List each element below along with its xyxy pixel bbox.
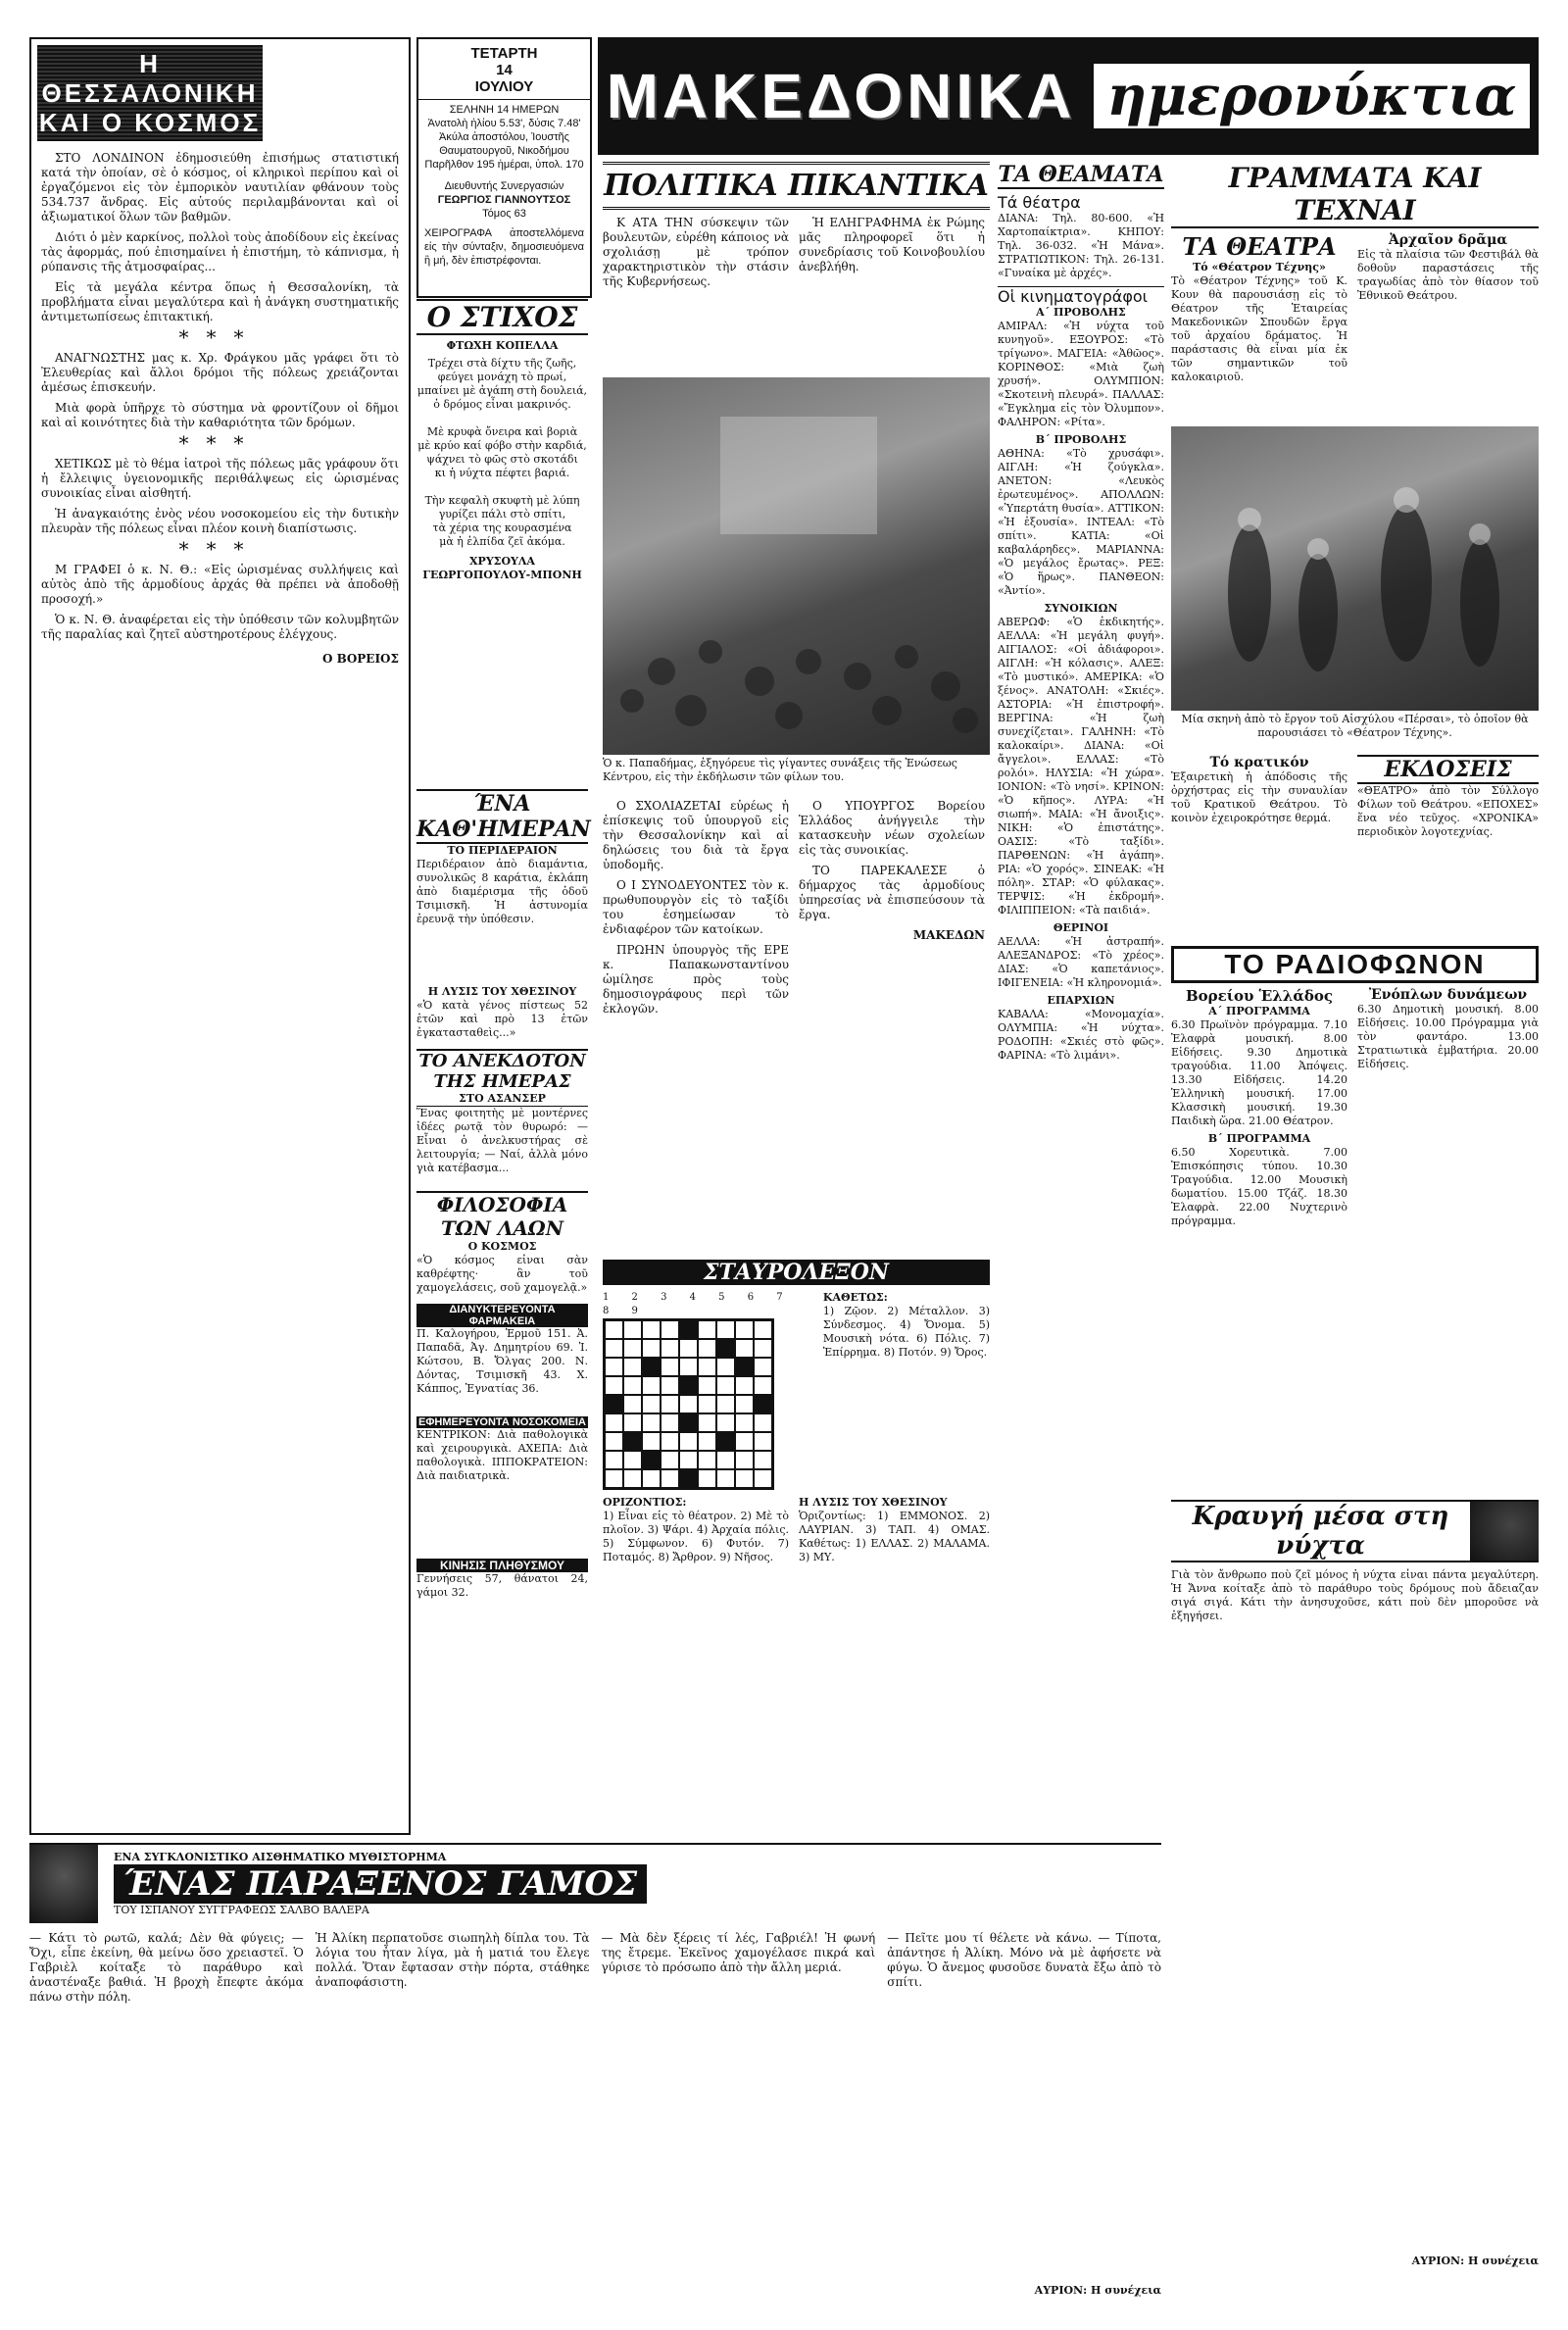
crossword-cell[interactable] <box>642 1376 661 1395</box>
days-left: Παρῆλθον 195 ἡμέραι, ὑπολ. 170 <box>424 159 584 171</box>
politics-lower <box>603 799 990 1250</box>
serial-kicker: ΕΝΑ ΣΥΓΚΛΟΝΙΣΤΙΚΟ ΑΙΣΘΗΜΑΤΙΚΟ ΜΥΘΙΣΤΟΡΗΜΑ <box>114 1851 447 1863</box>
paragraph: ΤΟ ΠΑΡΕΚΑΛΕΣΕ ὁ δήμαρχος τὰς ἀρμοδίους ὑπηρεσίας νὰ ἐπισπεύσουν τὰ ἔργα. <box>799 864 985 921</box>
poem-line: Μὲ κρυφὰ ὄνειρα καὶ βοριὰ <box>426 425 578 438</box>
crossword-cell[interactable] <box>735 1413 754 1432</box>
paragraph: Μ ΓΡΑΦΕΙ ὁ κ. Ν. Θ.: «Εἰς ὡρισμένας συλλήψεις καὶ αὐτὸς ἀπὸ τῆς ἀρμοδίους ἀρχάς θὰ πρέπει νὰ ἀποδοθῇ προσοχή.» <box>41 563 399 606</box>
crossword-cell[interactable] <box>605 1376 623 1395</box>
arts-photo-caption: Μία σκηνὴ ἀπὸ τὸ ἔργον τοῦ Αἰσχύλου «Πέρσαι», τὸ ὁποῖον θὰ παρουσιάσει τὸ «Θέατρον Τέχνης». <box>1181 713 1529 739</box>
serial-columns <box>29 1931 1161 2284</box>
crossword-cell[interactable] <box>754 1376 772 1395</box>
night-serial-text: Γιὰ τὸν ἄνθρωπο ποὺ ζεῖ μόνος ἡ νύχτα εἶναι πάντα μεγαλύτερη. Ἡ Ἄννα κοίταξε ἀπὸ τὸ παράθυρο τοὺς δρόμους ποὺ ἄδειαζαν σιγά σιγά. Κάτι τὴν ἀνησυχοῦσε, κάτι ποὺ δὲν μποροῦσε νὰ ἐξηγήσει. <box>1171 1568 1539 1622</box>
banner-title-a: ΜΑΚΕΔΟΝΙΚΑ <box>606 61 1076 131</box>
anecdote-heading: ΤΟ ΑΝΕΚΔΟΤΟΝ ΤΗΣ ΗΜΕΡΑΣ <box>416 1049 588 1092</box>
crossword-cell[interactable] <box>661 1469 679 1488</box>
crossword-cell[interactable] <box>735 1469 754 1488</box>
column-body <box>31 147 409 1821</box>
crossword-solution <box>799 1496 990 1564</box>
first-program-label: Α΄ ΠΡΟΓΡΑΜΜΑ <box>1208 1005 1310 1017</box>
poem-author: ΧΡΥΣΟΥΛΑ ΓΕΩΡΓΟΠΟΥΛΟΥ-ΜΠΟΝΗ <box>422 555 582 581</box>
crossword-cell[interactable] <box>698 1339 716 1358</box>
cinemas-subheading: Οἱ κινηματογράφοι <box>998 286 1164 306</box>
crossword-cell[interactable] <box>698 1413 716 1432</box>
crossword-cell[interactable] <box>605 1320 623 1339</box>
night-serial-section <box>1171 1500 1539 2304</box>
theatre-scene-photo-icon <box>1171 426 1539 711</box>
anecdote-section <box>416 1049 588 1186</box>
crossword-cell[interactable] <box>642 1339 661 1358</box>
column-signature: Ο ΒΟΡΕΙΟΣ <box>322 652 399 666</box>
paragraph: Ὁ κ. Ν. Θ. ἀναφέρεται εἰς τὴν ὑπόθεσιν τῶν κολυμβητῶν τῆς παραλίας καὶ ζητεῖ αὐστηροτέρους ἐλέγχους. <box>41 613 399 641</box>
poem-line: ψάχνει τὸ φῶς στὸ σκοτάδι <box>426 453 578 466</box>
crossword-black-cell <box>623 1432 642 1451</box>
crossword-cell[interactable] <box>698 1320 716 1339</box>
column-heading <box>37 45 263 141</box>
first-run-label: Α΄ ΠΡΟΒΟΛΗΣ <box>1036 306 1126 319</box>
poem-lines <box>416 357 588 549</box>
crossword-black-cell <box>642 1358 661 1376</box>
poem-line: κι ἡ νύχτα πέφτει βαριά. <box>434 467 570 479</box>
radio-region: Βορείου Ἑλλάδος <box>1185 987 1334 1005</box>
second-run-list: ΑΘΗΝΑ: «Τὸ χρυσάφι». ΑΙΓΛΗ: «Ἡ ζούγκλα». ΑΝΕΤΟΝ: «Λευκὸς ἐρωτευμένος». ΑΠΟΛΛΩΝ: «Ὑπερτάτη θυσία». ΑΤΤΙΚΟΝ: «Ἡ ἐξουσία». ΙΝΤΕΑΛ: «Τὸ σπίτι». ΚΑΤΙΑ: «Οἱ καβαλάρηδες». ΜΑΡΙΑΝΝΑ: «Ὁ μεγάλος ἔρωτας». ΡΕΞ: «Ὁ ἥρως». ΠΑΝΘΕΟΝ: «Ἀντίο». <box>998 447 1164 597</box>
armed-forces-label: Ἐνόπλων δυνάμεων <box>1368 987 1528 1003</box>
politics-heading: ΠΟΛΙΤΙΚΑ ΠΙΚΑΝΤΙΚΑ <box>603 162 990 210</box>
solution-text: Ὁριζοντίως: 1) ΕΜΜΟΝΟΣ. 2) ΛΑΥΡΙΑΝ. 3) ΤΑΠ. 4) ΟΜΑΣ. Καθέτως: 1) ΕΛΛΑΣ. 2) ΜΑΛΑΜΑ. 3) ΜΥ. <box>799 1510 990 1563</box>
theatres-subheading: Τά θέατρα <box>998 193 1081 212</box>
politics-photo <box>603 377 990 755</box>
crossword-cell[interactable] <box>661 1339 679 1358</box>
date-box <box>416 37 592 298</box>
vertical-label: ΚΑΘΕΤΩΣ: <box>822 1291 888 1304</box>
paragraph: Ἡ ἀναγκαιότης ἐνὸς νέου νοσοκομείου εἰς τὴν δυτικὴν πλευρὰν τῆς πόλεως εἶναι πλέον κοινὴ διαπίστωσις. <box>41 507 399 535</box>
politics-photo-caption: Ὁ κ. Παπαδήμας, ἐξηγόρευε τὶς γίγαντες συνάξεις τῆς Ἑνώσεως Κέντρου, εἰς τὴν ἐκδήλωσιν τῶν φίλων του. <box>603 757 957 783</box>
poem-line: μπαίνει μὲ ἀγάπη στὴ δουλειά, <box>416 384 588 397</box>
crossword-black-cell <box>735 1358 754 1376</box>
critic-section <box>1171 755 1348 941</box>
crossword-cell[interactable] <box>754 1320 772 1339</box>
hospitals-heading: ΕΦΗΜΕΡΕΥΟΝΤΑ ΝΟΣΟΚΟΜΕΙΑ <box>416 1416 588 1428</box>
crossword-vertical <box>823 1291 990 1490</box>
poem-line: μὰ ἡ ἐλπίδα ζεῖ ἀκόμα. <box>439 535 565 548</box>
poem-line <box>416 412 588 425</box>
radio-heading: ΤΟ ΡΑΔΙΟΦΩΝΟΝ <box>1171 946 1539 983</box>
crossword-cell[interactable] <box>623 1469 642 1488</box>
crossword-cell[interactable] <box>735 1395 754 1413</box>
director-label: Διευθυντής Συνεργασιών <box>444 180 564 192</box>
politics-lower-columns <box>603 799 990 1022</box>
second-run-label: Β΄ ΠΡΟΒΟΛΗΣ <box>1035 433 1127 446</box>
editions-heading: ΕΚΔΟΣΕΙΣ <box>1357 755 1539 784</box>
shows-heading: ΤΑ ΘΕΑΜΑΤΑ <box>998 162 1164 187</box>
daily-solution-label: Η ΛΥΣΙΣ ΤΟΥ ΧΘΕΣΙΝΟΥ <box>427 985 577 998</box>
crossword-black-cell <box>679 1376 698 1395</box>
daily-subheading: ΤΟ ΠΕΡΙΔΕΡΑΙΟΝ <box>447 844 558 857</box>
pharmacies-text: Π. Καλογήρου, Ἑρμοῦ 151. Ἀ. Παπαδᾶ, Ἀγ. Δημητρίου 69. Ἰ. Κώτσου, Β. Ὄλγας 200. Ν. Δόντας, Τσιμισκῆ 43. Χ. Κάππος, Ἐγνατίας 36. <box>416 1327 588 1395</box>
poem-line: γυρίζει πάλι στὸ σπίτι, <box>438 508 566 521</box>
first-run-list: ΑΜΙΡΑΛ: «Ἡ νύχτα τοῦ κυνηγοῦ». ΕΞΟΥΡΟΣ: «Τὸ τρίγωνο». ΜΑΓΕΙΑ: «Ἀθῶος». ΚΟΡΙΝΘΟΣ: «Μιὰ ζωὴ χρυσή». ΟΛΥΜΠΙΟΝ: «Σκοτεινὴ πλευρά». ΠΑΛΛΑΣ: «Ἔγκλημα εἰς τὸν Ὀλυμπον». ΦΑΛΗΡΟΝ: «Ρίτα». <box>998 320 1164 428</box>
ancient-drama-text: Εἰς τὰ πλαίσια τῶν Φεστιβάλ θὰ δοθοῦν παραστάσεις τῆς τραγωδίας ἀπὸ τὸν θίασον τοῦ Ἐθνικοῦ Θεάτρου. <box>1357 248 1539 302</box>
month: ΙΟΥΛΙΟΥ <box>418 78 590 100</box>
editions-text: «ΘΕΑΤΡΟ» ἀπὸ τὸν Σύλλογο Φίλων τοῦ Θεάτρου. «ΕΠΟΧΕΣ» ἕνα νέο τεῦχος. «ΧΡΟΝΙΚΑ» περιοδικὸν λογοτεχνίας. <box>1357 784 1539 838</box>
population-section <box>416 1559 588 1637</box>
crossword-cell[interactable] <box>735 1339 754 1358</box>
sunrise-sunset: Ἀνατολὴ ἡλίου 5.53', δύσις 7.48' <box>427 118 581 129</box>
crossword-black-cell <box>716 1339 735 1358</box>
daily-text: Περιδέραιον ἀπὸ διαμάντια, συνολικῶς 8 καράτια, ἐκλάπη ἀπὸ διαμέρισμα τῆς ὁδοῦ Τσιμισκῆ. Ἡ ἀστυνομία ἐρευνᾷ τὴν ὑπόθεσιν. <box>416 858 588 925</box>
heading-line-2: ΚΑΙ Ο ΚΟΣΜΟΣ <box>38 108 262 137</box>
crossword-cell[interactable] <box>716 1451 735 1469</box>
philosophy-text: «Ὁ κόσμος εἶναι σὰν καθρέφτης· ἂν τοῦ χαμογελάσεις, σοῦ χαμογελᾷ.» <box>416 1254 588 1294</box>
crossword-black-cell <box>679 1320 698 1339</box>
arts-col-b <box>1357 232 1539 384</box>
pharmacies-section <box>416 1304 588 1412</box>
anecdote-text: Ἕνας φοιτητὴς μὲ μοντέρνες ἰδέες ρωτᾷ τὸν θυρωρό: — Εἶναι ὁ ἀνελκυστήρας σὲ λειτουργία; — Ναί, ἀλλὰ μόνο γιὰ κατέβασμα... <box>416 1107 588 1174</box>
banner-title-b: ημερονύκτια <box>1094 64 1531 128</box>
crossword-cell[interactable] <box>735 1451 754 1469</box>
crossword-cell[interactable] <box>735 1432 754 1451</box>
woman-face-icon <box>1470 1502 1539 1561</box>
crossword-cell[interactable] <box>679 1395 698 1413</box>
paragraph: ΣΤΟ ΛΟΝΔΙΝΟΝ ἐδημοσιεύθη ἐπισήμως στατιστική κατά τὴν ὁποίαν, σὲ ὁ κόσμος, οἱ κληρικοὶ περίπου καὶ οἱ ἐργαζόμενοι εἰς τὸν ἐμπορικὸν ναυτιλίαν φθάνουν τοὺς 534.737 ἄνδρας. Εἰς αὐτούς περιλαμβάνονται καὶ οἱ ἀξιωματικοί ὅλων τῶν βαθμῶν. <box>41 151 399 223</box>
crossword-cell[interactable] <box>661 1451 679 1469</box>
serial-col-3: — Μὰ δὲν ξέρεις τί λές, Γαβριέλ! Ἡ φωνή της ἔτρεμε. Ἐκεῖνος χαμογέλασε πικρά καὶ γύρισε τὸ πρόσωπο ἀπὸ τὴν ἄλλη μεριά. <box>601 1931 876 1974</box>
neighbourhood-list: ΑΒΕΡΩΦ: «Ὁ ἐκδικητής». ΑΕΛΛΑ: «Ἡ μεγάλη φυγή». ΑΙΓΙΑΛΟΣ: «Οἱ ἀδιάφοροι». ΑΙΓΛΗ: «Ἡ κόλασις». ΑΛΕΞ: «Τὸ μυστικό». ΑΜΕΡΙΚΑ: «Ὁ ξένος». ΑΝΑΤΟΛΗ: «Σκιές». ΑΣΤΟΡΙΑ: «Ἡ ἐπιστροφή». ΒΕΡΓΙΝΑ: «Ἡ ζωὴ συνεχίζεται». ΓΑΛΗΝΗ: «Τὸ καλοκαίρι». ΔΙΑΝΑ: «Οἱ ἄγγελοι». ΕΛΛΑΣ: «Τὸ ρολόι». ΗΛΥΣΙΑ: «Ἡ χώρα». ΙΟΝΙΟΝ: «Τὸ νησί». ΚΡΙΝΟΝ: «Ὁ κῆπος». ΛΥΡΑ: «Ἡ σιωπή». ΜΑΙΑ: «Ἡ ἄνοιξις». ΝΙΚΗ: «Ὁ ἐπιστάτης». ΟΑΣΙΣ: «Τὸ ταξίδι». ΠΑΡΘΕΝΩΝ: «Ἡ ἀγάπη». ΡΙΑ: «Ὁ χορός». ΣΙΝΕΑΚ: «Ἡ πόλη». ΣΤΑΡ: «Ὁ φύλακας». ΤΕΡΨΙΣ: «Ἡ ἐκδρομή». ΦΙΛΙΠΠΕΙΟΝ: «Τὰ παιδιά». <box>998 616 1164 917</box>
arts-subheading: Τό «Θέατρον Τέχνης» <box>1193 261 1326 273</box>
crossword-black-cell <box>605 1395 623 1413</box>
crossword-cell[interactable] <box>661 1320 679 1339</box>
crossword-cell[interactable] <box>623 1395 642 1413</box>
crossword-body <box>603 1291 990 1490</box>
crossword-cell[interactable] <box>754 1432 772 1451</box>
crossword-cell[interactable] <box>716 1358 735 1376</box>
poem-line: τὰ χέρια της κουρασμένα <box>432 521 572 534</box>
paragraph: Ο ΣΧΟΛΙΑΖΕΤΑΙ εὐρέως ἡ ἐπίσκεψις τοῦ ὑπουργοῦ εἰς τὴν Θεσσαλονίκην καὶ αἱ δηλώσεις του διὰ τὰ ἔργα ὑποδομῆς. <box>603 799 789 871</box>
poem-line: φεύγει μονάχη τὸ πρωί, <box>437 371 567 383</box>
manuscripts-note: ΧΕΙΡΟΓΡΑΦΑ ἀποστελλόμενα εἰς τὴν σύνταξιν, δημοσιευόμενα ἢ μή, δὲν ἐπιστρέφονται. <box>424 227 584 267</box>
poem-line: Τὴν κεφαλὴ σκυφτὴ μὲ λύπη <box>424 494 580 507</box>
crossword-cell[interactable] <box>623 1339 642 1358</box>
serial-col-4: — Πεῖτε μου τί θέλετε νὰ κάνω. — Τίποτα, ἀπάντησε ἡ Ἀλίκη. Μόνο νὰ μὲ ἀφήσετε νὰ φύγω. Ὁ ἄνεμος φυσοῦσε δυνατὰ ἔξω ἀπὸ τὸ σπίτι. <box>887 1931 1161 1989</box>
paragraph: ΧΕΤΙΚΩΣ μὲ τὸ θέμα ἰατροὶ τῆς πόλεως μᾶς γράφουν ὅτι ἡ ἔλλειψις ὑγειονομικῆς περιθάλψεως εἰς ὡρισμένας συνοικίας εἶναι αἰσθητή. <box>41 457 399 500</box>
crossword-cell[interactable] <box>754 1451 772 1469</box>
couple-illustration-icon <box>29 1845 98 1923</box>
daily-solution-text: «Ὁ κατὰ γένος πίστεως 52 ἐτῶν καὶ πρὸ 13 ἐτῶν ἐγκατασταθεὶς...» <box>416 999 588 1039</box>
director-name: ΓΕΩΡΓΙΟΣ ΓΙΑΝΝΟΥΤΣΟΣ <box>437 194 571 206</box>
poem-line: μὲ κρύο καί φόβο στὴν καρδιά, <box>417 439 587 452</box>
night-serial-tail: ΑΥΡΙΟΝ: Η συνέχεια <box>1411 2255 1539 2267</box>
critic-title: Τό κρατικόν <box>1209 755 1309 770</box>
crossword-cell[interactable] <box>605 1451 623 1469</box>
paragraph: Διότι ὁ μὲν καρκίνος, πολλοὶ τοὺς ἀποδίδουν εἰς ἐκείνας τὰς ἀφορμάς, πού ἐπισημαίνει ἡ ἐπιστήμη, τὸ κάπνισμα, ἡ ρύπανσις τῆς ἀτμοσφαίρας... <box>41 230 399 273</box>
poem-line: ὁ δρόμος εἶναι μακρινός. <box>433 398 571 411</box>
crossword-cell[interactable] <box>661 1358 679 1376</box>
crossword-cell[interactable] <box>679 1432 698 1451</box>
crossword-cell[interactable] <box>698 1469 716 1488</box>
crossword-cell[interactable] <box>623 1451 642 1469</box>
anecdote-subheading: ΣΤΟ ΑΣΑΝΣΕΡ <box>416 1092 588 1107</box>
radio-section <box>1171 946 1539 1495</box>
crossword-cell[interactable] <box>754 1339 772 1358</box>
paragraph: ΑΝΑΓΝΩΣΤΗΣ μας κ. Χρ. Φράγκου μᾶς γράφει ὅτι τὸ Ἐλευθερίας καὶ ἄλλοι δρόμοι τῆς πόλεως χρειάζονται ἀμέσως ἐπισκευήν. <box>41 351 399 394</box>
crossword-cell[interactable] <box>661 1376 679 1395</box>
night-serial-header <box>1171 1500 1539 1562</box>
province-label: ΕΠΑΡΧΙΩΝ <box>1047 994 1115 1007</box>
crossword-cell[interactable] <box>716 1469 735 1488</box>
poem-heading: Ο ΣΤΙΧΟΣ <box>416 299 588 335</box>
province-list: ΚΑΒΑΛΑ: «Μονομαχία». ΟΛΥΜΠΙΑ: «Ἡ νύχτα». ΡΟΔΟΠΗ: «Σκιές στὸ φῶς». ΦΑΡΙΝΑ: «Τὸ λιμάνι». <box>998 1008 1164 1062</box>
crossword-cell[interactable] <box>642 1395 661 1413</box>
paragraph: Ο ΥΠΟΥΡΓΟΣ Βορείου Ἑλλάδος ἀνήγγειλε τὴν κατασκευὴν νέων σχολείων εἰς τὰς συνοικίας. <box>799 799 985 857</box>
arts-theatre-title: ΤΑ ΘΕΑΤΡΑ <box>1182 232 1337 261</box>
hospitals-text: ΚΕΝΤΡΙΚΟΝ: Διὰ παθολογικὰ καὶ χειρουργικὰ. ΑΧΕΠΑ: Διὰ παθολογικὰ. ΙΠΠΟΚΡΑΤΕΙΟΝ: Διὰ παιδιατρικὰ. <box>416 1428 588 1482</box>
paragraph: Ἡ ΕΛΗΓΡΑΦΗΜΑ ἐκ Ρώμης μᾶς πληροφορεῖ ὅτι ἡ συνεδρίασις τοῦ Κοινοβουλίου ἀνεβλήθη. <box>799 216 985 273</box>
daily-heading: ΈΝΑ ΚΑΘ'ΗΜΕΡΑΝ <box>416 791 591 842</box>
paragraph: Κ ΑΤΑ ΤΗΝ σύσκεψιν τῶν βουλευτῶν, εὑρέθη κάποιος νὰ σχολιάσῃ μὲ τρόπον χαρακτηριστικὸν τὴν στάσιν τῆς Κυβερνήσεως. <box>603 216 789 288</box>
crossword-grid-wrap <box>603 1291 813 1490</box>
thessaloniki-column <box>29 37 411 1835</box>
crossword-black-cell <box>716 1432 735 1451</box>
day: 14 <box>496 62 513 78</box>
philosophy-section <box>416 1191 588 1299</box>
first-program-text: 6.30 Πρωϊνὸν πρόγραμμα. 7.10 Ἐλαφρὰ μουσική. 8.00 Εἰδήσεις. 9.30 Δημοτικὰ τραγούδια. 11.00 Ἀπόψεις. 13.30 Εἰδήσεις. 14.20 Ἑλληνικὴ μουσική. 17.00 Κλασσικὴ μουσική. 19.30 Παιδικὴ ὥρα. 21.00 Θέατρον. <box>1171 1018 1348 1127</box>
crossword-cell[interactable] <box>661 1413 679 1432</box>
poem-line <box>416 480 588 494</box>
crossword-cell[interactable] <box>716 1320 735 1339</box>
hospitals-section <box>416 1416 588 1554</box>
population-heading: ΚΙΝΗΣΙΣ ΠΛΗΘΥΣΜΟΥ <box>416 1559 588 1572</box>
crossword-cell[interactable] <box>716 1413 735 1432</box>
crossword-black-cell <box>754 1395 772 1413</box>
paragraph: Ο Ι ΣΥΝΟΔΕΥΟΝΤΕΣ τὸν κ. πρωθυπουργὸν εἰς τὸ ταξίδι του ἐσημείωσαν τὸ ἐνδιαφέρον τῶν κατοίκων. <box>603 878 789 936</box>
crossword-cell[interactable] <box>642 1413 661 1432</box>
banner <box>598 37 1539 155</box>
daily-section <box>416 789 591 1044</box>
crossword-cell[interactable] <box>642 1432 661 1451</box>
serial-tail: ΑΥΡΙΟΝ: Η συνέχεια <box>1034 2284 1161 2297</box>
weekday: ΤΕΤΑΡΤΗ <box>470 45 538 62</box>
arts-photo <box>1171 426 1539 711</box>
crossword-cell[interactable] <box>716 1376 735 1395</box>
crossword-numbers: 1 2 3 4 5 6 7 8 9 <box>603 1292 793 1316</box>
crossword-grid[interactable] <box>603 1318 774 1490</box>
serial-title: ΈΝΑΣ ΠΑΡΑΞΕΝΟΣ ΓΑΜΟΣ <box>114 1864 647 1904</box>
saints: Ἀκύλα ἀποστόλου, Ἰουστῆς Θαυματουργοῦ, Νικοδήμου <box>439 131 569 157</box>
radio-col-a <box>1171 987 1348 1228</box>
heading-line-1: Η ΘΕΣΣΑΛΟΝΙΚΗ <box>41 49 259 108</box>
crossword-cell[interactable] <box>698 1395 716 1413</box>
crossword-cell[interactable] <box>623 1320 642 1339</box>
vertical-clues: 1) Ζῷον. 2) Μέταλλον. 3) Σύνδεσμος. 4) Ὄνομα. 5) Μουσικὴ νότα. 6) Πόλις. 7) Ἐπίρρημα. 8) Ποτόν. 9) Ὄρος. <box>822 1305 990 1359</box>
crowd-photo-icon <box>603 377 990 755</box>
crossword-cell[interactable] <box>754 1358 772 1376</box>
separator-stars: *** <box>178 325 262 349</box>
crossword-cell[interactable] <box>605 1413 623 1432</box>
crossword-heading: ΣΤΑΥΡΟΛΕΞΟΝ <box>603 1260 990 1285</box>
pharmacies-heading: ΔΙΑΝΥΚΤΕΡΕΥΟΝΤΑ ΦΑΡΜΑΚΕΙΑ <box>416 1304 588 1327</box>
crossword-cell[interactable] <box>679 1358 698 1376</box>
shows-section <box>998 162 1164 1828</box>
crossword-cell[interactable] <box>605 1432 623 1451</box>
theatres-list: ΔΙΑΝΑ: Τηλ. 80-600. «Ἡ Χαρτοπαίκτρια». ΚΗΠΟΥ: Τηλ. 36-032. «Ἡ Μάνα». ΣΤΡΑΤΙΩΤΙΚΟΝ: Τηλ. 26-131. «Γυναίκα μὲ ἀρχές». <box>998 212 1164 279</box>
paragraph: Μιὰ φορὰ ὑπῆρχε τὸ σύστημα νὰ φροντίζουν οἱ δῆμοι καὶ αἱ κοινότητες διὰ τὴν καθαριότητα τῶν δρόμων. <box>41 401 399 429</box>
crossword-cell[interactable] <box>698 1376 716 1395</box>
horizontal-label: ΟΡΙΖΟΝΤΙΟΣ: <box>603 1496 687 1509</box>
crossword-horizontal <box>603 1496 789 1564</box>
radio-col-b <box>1357 987 1539 1228</box>
crossword-cell[interactable] <box>735 1376 754 1395</box>
politics-lower-col-b <box>799 799 985 1022</box>
crossword-cell[interactable] <box>642 1320 661 1339</box>
politics-signature: ΜΑΚΕΔΩΝ <box>912 928 985 942</box>
strange-wedding-header <box>29 1843 1161 1923</box>
crossword-cell[interactable] <box>623 1376 642 1395</box>
summer-list: ΑΕΛΛΑ: «Ἡ ἀστραπή». ΑΛΕΞΑΝΔΡΟΣ: «Τὸ χρέος». ΔΙΑΣ: «Ὁ καπετάνιος». ΙΦΙΓΕΝΕΙΑ: «Ἡ κληρονομιά». <box>998 935 1164 989</box>
neighbourhood-label: ΣΥΝΟΙΚΙΩΝ <box>1044 602 1118 615</box>
radio-columns <box>1171 987 1539 1228</box>
crossword-black-cell <box>679 1413 698 1432</box>
paragraph: Εἰς τὰ μεγάλα κέντρα ὅπως ἡ Θεσσαλονίκη, τὰ προβλήματα εἶναι μεγαλύτερα καὶ ἡ ἀνάγκη συστηματικῆς ἀντιμετωπίσεως ἐπιτακτική. <box>41 280 399 323</box>
philosophy-heading: ΦΙΛΟΣΟΦΙΑ ΤΩΝ ΛΑΩΝ <box>416 1191 588 1240</box>
crossword-cell[interactable] <box>605 1358 623 1376</box>
crossword-black-cell <box>679 1469 698 1488</box>
ancient-drama-title: Ἀρχαῖον δρᾶμα <box>1388 232 1508 248</box>
moon: ΣΕΛΗΝΗ 14 ΗΜΕΡΩΝ <box>449 104 560 116</box>
arts-text: Τὸ «Θέατρον Τέχνης» τοῦ Κ. Κουν θὰ παρουσιάσῃ εἰς τὸ Θέατρον τῆς Ἑταιρείας Μακεδονικῶν Σπουδῶν ἔργα τοῦ ἀρχαίου δράματος. Ἡ παράστασις θὰ εἶναι μία ἐκ τῶν σημαντικῶν τοῦ καλοκαιριοῦ. <box>1171 274 1348 383</box>
volume: Τόμος 63 <box>482 208 526 220</box>
second-program-label: Β΄ ΠΡΟΓΡΑΜΜΑ <box>1207 1132 1311 1145</box>
crossword-cell[interactable] <box>716 1395 735 1413</box>
crossword-cell[interactable] <box>661 1432 679 1451</box>
strange-wedding-section <box>29 1843 1161 2304</box>
solution-label: Η ΛΥΣΙΣ ΤΟΥ ΧΘΕΣΙΝΟΥ <box>799 1496 948 1509</box>
crossword-cell[interactable] <box>642 1469 661 1488</box>
serial-title-block <box>114 1851 647 1917</box>
serial-author: ΤΟΥ ΙΣΠΑΝΟΥ ΣΥΓΓΡΑΦΕΩΣ ΣΑΛΒΟ ΒΑΛΕΡΑ <box>114 1904 369 1916</box>
crossword-cell[interactable] <box>698 1451 716 1469</box>
separator-stars: *** <box>178 431 262 455</box>
arts-heading: ΓΡΑΜΜΑΤΑ ΚΑΙ ΤΕΧΝΑΙ <box>1171 162 1539 228</box>
crossword-lower <box>603 1496 990 1564</box>
crossword-section <box>603 1260 990 1671</box>
crossword-cell[interactable] <box>698 1358 716 1376</box>
horizontal-clues: 1) Εἶναι εἰς τὸ θέατρον. 2) Μὲ τὸ πλοῖον. 3) Ψάρι. 4) Ἀρχαία πόλις. 5) Σύμφωνον. 6) Φυτόν. 7) Ποταμός. 8) Ἄρθρον. 9) Νῆσος. <box>603 1510 789 1563</box>
second-program-text: 6.50 Χορευτικὰ. 7.00 Ἐπισκόπησις τύπου. 10.30 Τραγούδια. 12.00 Μουσικὴ δωματίου. 15.00 Τζάζ. 18.30 Ἐλαφρὰ. 22.00 Νυχτερινὸ πρόγραμμα. <box>1171 1146 1348 1227</box>
crossword-cell[interactable] <box>679 1451 698 1469</box>
critic-text: Ἐξαιρετικὴ ἡ ἀπόδοσις τῆς ὀρχήστρας εἰς τὴν συναυλίαν τοῦ Κρατικοῦ Θεάτρου. Τὸ κοινὸν ἐχειροκρότησε θερμά. <box>1171 770 1348 824</box>
crossword-cell[interactable] <box>735 1320 754 1339</box>
arts-columns <box>1171 232 1539 384</box>
serial-col-1: — Κάτι τὸ ρωτῶ, καλά; Δὲν θὰ φύγεις; — Ὄχι, εἶπε ἐκείνη, θὰ μείνω ὅσο χρειαστεῖ. Ὁ Γαβριὲλ κοίταξε τὸ παράθυρο καὶ ἀναστέναξε βαθιά. Ἡ βροχὴ ἔπεφτε ἀκόμα πάνω στὴν πόλη. <box>29 1931 304 2004</box>
philosophy-subheading: Ο ΚΟΣΜΟΣ <box>467 1240 537 1253</box>
editions-section <box>1357 755 1539 941</box>
crossword-cell[interactable] <box>679 1339 698 1358</box>
poem-line: Τρέχει στὰ δίχτυ τῆς ζωῆς, <box>427 357 577 370</box>
crossword-cell[interactable] <box>623 1413 642 1432</box>
poem-title: ΦΤΩΧΗ ΚΟΠΕΛΛΑ <box>446 339 559 352</box>
arts-col-a <box>1171 232 1348 384</box>
crossword-cell[interactable] <box>623 1358 642 1376</box>
crossword-cell[interactable] <box>698 1432 716 1451</box>
crossword-cell[interactable] <box>605 1339 623 1358</box>
separator-stars: *** <box>178 537 262 561</box>
armed-forces-text: 6.30 Δημοτικὴ μουσική. 8.00 Εἰδήσεις. 10.00 Πρόγραμμα γιὰ τὸν φαντάρο. 13.00 Στρατιωτικὰ ἐμβατήρια. 20.00 Εἰδήσεις. <box>1357 1003 1539 1070</box>
population-text: Γεννήσεις 57, θάνατοι 24, γάμοι 32. <box>416 1572 588 1599</box>
poem-section <box>416 299 588 789</box>
crossword-cell[interactable] <box>605 1469 623 1488</box>
crossword-cell[interactable] <box>754 1469 772 1488</box>
serial-col-2: Ἡ Ἀλίκη περπατοῦσε σιωπηλὴ δίπλα του. Τὰ λόγια του ἦταν λίγα, μὰ ἡ ματιά του ἔλεγε πολλά. Ὅταν ἔφτασαν στὴν πόρτα, στάθηκε ἀναποφάσιστη. <box>315 1931 590 1989</box>
politics-lower-col-a <box>603 799 789 1022</box>
night-serial-heading: Κραυγή μέσα στη νύχτα <box>1192 1502 1449 1561</box>
crossword-cell[interactable] <box>661 1395 679 1413</box>
crossword-black-cell <box>642 1451 661 1469</box>
paragraph: ΠΡΩΗΝ ὑπουργὸς τῆς ΕΡΕ κ. Παπακωνσταντίνου ὡμίλησε πρὸς τοὺς δημοσιογράφους περὶ τῶν ἐκλογῶν. <box>603 943 789 1016</box>
crossword-cell[interactable] <box>754 1413 772 1432</box>
summer-label: ΘΕΡΙΝΟΙ <box>1053 921 1109 934</box>
